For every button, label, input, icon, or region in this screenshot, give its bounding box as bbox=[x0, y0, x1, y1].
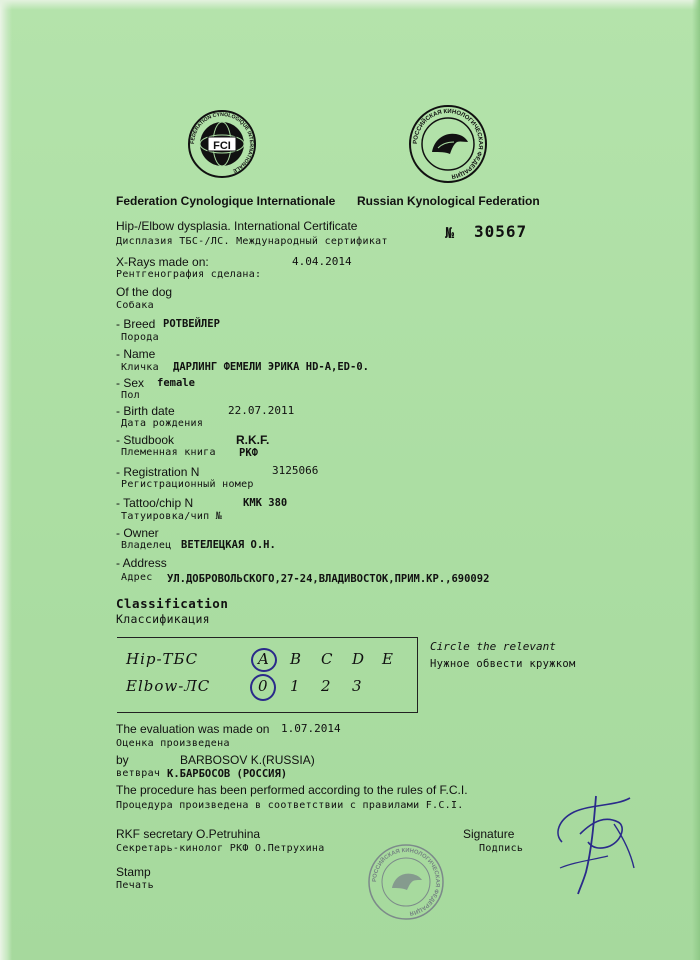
elbow-grade-2: 2 bbox=[321, 677, 331, 695]
classification-title-ru: Классификация bbox=[116, 612, 210, 626]
registration-value: 3125066 bbox=[272, 464, 319, 477]
stamp-label-ru: Печать bbox=[116, 880, 154, 891]
title-ru: Дисплазия ТБС-/ЛС. Международный сертификат bbox=[116, 236, 388, 247]
sex-label-ru: Пол bbox=[121, 390, 140, 401]
secretary-ru: Секретарь-кинолог РКФ О.Петрухина bbox=[116, 843, 325, 854]
hip-grade-c: C bbox=[321, 650, 333, 668]
xrays-label-en: X-Rays made on: bbox=[116, 255, 209, 269]
xrays-date: 4.04.2014 bbox=[292, 255, 352, 268]
breed-value: РОТВЕЙЛЕР bbox=[163, 318, 220, 330]
hint-ru: Нужное обвести кружком bbox=[430, 658, 576, 670]
elbow-selected-circle bbox=[250, 674, 276, 701]
sex-value: female bbox=[157, 377, 195, 389]
paper-edge-right bbox=[692, 0, 700, 960]
vet-name-ru: К.БАРБОСОВ (РОССИЯ) bbox=[167, 768, 288, 780]
sex-label-en: - Sex bbox=[116, 376, 145, 390]
owner-label-en: - Owner bbox=[116, 526, 159, 540]
tattoo-value: КМК 380 bbox=[243, 497, 288, 509]
name-value: ДАРЛИНГ ФЕМЕЛИ ЭРИКА HD-A,ED-0. bbox=[173, 361, 369, 373]
rkf-ring-text: РОССИЙСКАЯ КИНОЛОГИЧЕСКАЯ ФЕДЕРАЦИЯ bbox=[412, 108, 484, 179]
studbook-value-ru: РКФ bbox=[239, 447, 258, 459]
breed-label-ru: Порода bbox=[121, 332, 159, 343]
hip-label: Hip-ТБС bbox=[126, 650, 199, 668]
procedure-ru: Процедура произведена в соответствии с правилами F.C.I. bbox=[116, 800, 464, 811]
registration-label-en: - Registration N bbox=[116, 465, 200, 479]
elbow-grade-1: 1 bbox=[290, 677, 300, 695]
fci-ring-text: FÉDÉRATION CYNOLOGIQUE INTERNATIONALE bbox=[189, 111, 255, 174]
by-label-en: by bbox=[116, 753, 129, 767]
paper-edge-left bbox=[0, 0, 12, 960]
rkf-stamp bbox=[366, 842, 446, 922]
elbow-grade-0: 0 bbox=[258, 677, 268, 695]
hip-selected-circle bbox=[251, 648, 277, 672]
hip-grade-e: E bbox=[382, 650, 393, 668]
xrays-label-ru: Рентгенография сделана: bbox=[116, 269, 262, 280]
by-label-ru: ветврач bbox=[116, 768, 161, 779]
rkf-name: Russian Kynological Federation bbox=[357, 194, 540, 208]
paper-edge-top bbox=[0, 0, 700, 10]
stamp-label-en: Stamp bbox=[116, 865, 151, 879]
signature bbox=[540, 776, 650, 902]
procedure-en: The procedure has been performed according to the rules of F.C.I. bbox=[116, 783, 468, 797]
address-label-ru: Адрес bbox=[121, 572, 153, 583]
hint-en: Circle the relevant bbox=[430, 640, 556, 653]
rkf-logo bbox=[408, 104, 488, 184]
signature-label-en: Signature bbox=[463, 827, 515, 841]
signature-label-ru: Подпись bbox=[479, 843, 524, 854]
evaluation-label-ru: Оценка произведена bbox=[116, 738, 230, 749]
studbook-label-ru: Племенная книга bbox=[121, 447, 216, 458]
dog-label-ru: Собака bbox=[116, 300, 154, 311]
fci-logo bbox=[187, 109, 257, 179]
registration-label-ru: Регистрационный номер bbox=[121, 479, 254, 490]
number-label: № bbox=[445, 224, 455, 242]
owner-label-ru: Владелец bbox=[121, 540, 172, 551]
tattoo-label-en: - Tattoo/chip N bbox=[116, 496, 194, 510]
title-en: Hip-/Elbow dysplasia. International Certificate bbox=[116, 219, 358, 233]
hip-grade-a: A bbox=[258, 650, 269, 668]
tattoo-label-ru: Татуировка/чип № bbox=[121, 511, 223, 522]
fci-name: Federation Cynologique Internationale bbox=[116, 194, 336, 208]
fci-logo-text: FCI bbox=[213, 140, 231, 152]
certificate-number: 30567 bbox=[474, 222, 528, 241]
classification-title-en: Classification bbox=[116, 596, 229, 611]
breed-label-en: - Breed bbox=[116, 317, 156, 331]
birth-label-ru: Дата рождения bbox=[121, 418, 204, 429]
studbook-value: R.K.F. bbox=[236, 433, 270, 447]
stamp-ring-text: РОССИЙСКАЯ КИНОЛОГИЧЕСКАЯ ФЕДЕРАЦИЯ bbox=[371, 847, 441, 916]
evaluation-date: 1.07.2014 bbox=[281, 722, 341, 735]
elbow-label: Elbow-ЛС bbox=[126, 677, 211, 695]
secretary-en: RKF secretary O.Petruhina bbox=[116, 827, 261, 841]
address-value: УЛ.ДОБРОВОЛЬСКОГО,27-24,ВЛАДИВОСТОК,ПРИМ.КР.,690092 bbox=[167, 573, 490, 585]
birth-value: 22.07.2011 bbox=[228, 404, 295, 417]
address-label-en: - Address bbox=[116, 556, 167, 570]
hip-grade-b: B bbox=[290, 650, 302, 668]
name-label-ru: Кличка bbox=[121, 362, 159, 373]
owner-value: ВЕТЕЛЕЦКАЯ О.Н. bbox=[181, 539, 276, 551]
evaluation-label-en: The evaluation was made on bbox=[116, 722, 270, 736]
birth-label-en: - Birth date bbox=[116, 404, 175, 418]
studbook-label-en: - Studbook bbox=[116, 433, 175, 447]
elbow-grade-3: 3 bbox=[352, 677, 362, 695]
dog-label-en: Of the dog bbox=[116, 285, 173, 299]
name-label-en: - Name bbox=[116, 347, 156, 361]
vet-name-en: BARBOSOV K.(RUSSIA) bbox=[180, 753, 315, 767]
hip-grade-d: D bbox=[352, 650, 365, 668]
